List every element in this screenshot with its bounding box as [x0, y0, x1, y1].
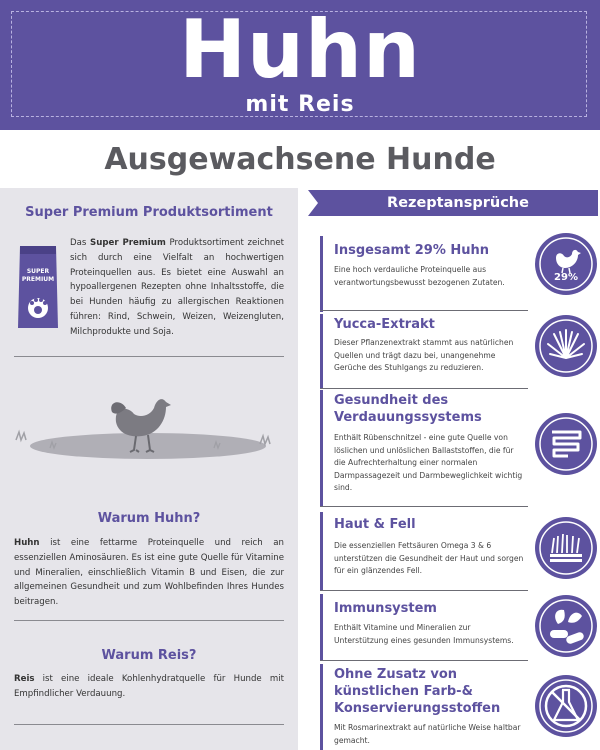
claim-chicken: [320, 232, 600, 314]
recipe-claims-banner: [318, 190, 598, 216]
claim-text: Mit Rosmarinextrakt auf natürliche Weise haltbar gemacht.: [334, 723, 521, 745]
bag-label: SUPER PREMIUM: [21, 268, 55, 283]
product-range-title: Super Premium Produktsortiment: [25, 205, 273, 220]
divider: [14, 620, 284, 621]
no-additives-flask-icon: [534, 674, 598, 738]
claim-title: Gesundheit des Verdauungssystems: [334, 393, 482, 425]
claim-title: Yucca-Extrakt: [334, 317, 435, 332]
product-bag-icon: [14, 242, 62, 332]
claim-digestion: [320, 388, 600, 508]
claim-text: Enthält Vitamine und Mineralien zur Unterstützung eines gesunden Immunsystems.: [334, 623, 514, 645]
intestine-icon: [534, 412, 598, 476]
capsules-leaves-icon: [534, 594, 598, 658]
claim-title: Immunsystem: [334, 601, 437, 616]
left-panel: [0, 188, 298, 750]
claim-text: Dieser Pflanzenextrakt stammt aus natürlichen Quellen und trägt dazu bei, unangenehme Gerüche des Stuhlgangs zu reduzieren.: [334, 338, 514, 373]
claim-title: Ohne Zusatz von künstlichen Farb-& Konservierungsstoffen: [334, 667, 501, 716]
claim-no-additives: [320, 662, 600, 750]
chicken-icon: [534, 232, 598, 296]
divider: [14, 356, 284, 357]
why-chicken-title: Warum Huhn?: [97, 511, 201, 526]
chicken-illustration: [8, 388, 292, 468]
page-title: Ausgewachsene Hunde: [104, 142, 496, 177]
claim-text: Eine hoch verdauliche Proteinquelle aus verantwortungsbewusst bezogenen Zutaten.: [334, 265, 505, 287]
why-chicken-text: Huhn ist eine fettarme Proteinquelle und reich an essenziellen Aminosäuren. Es ist eine gute Quelle für Vitamine und Mineralien, einschließlich Vitamin B und Eisen, die zur allgemeinen Gesundheit und zum Wohlbefinden Ihres Hundes beitragen.: [14, 538, 284, 608]
yucca-icon: [534, 314, 598, 378]
divider: [14, 724, 284, 725]
header-banner: [0, 0, 600, 130]
why-rice-text: Reis ist eine ideale Kohlenhydratquelle für Hunde mit Empfindlicher Verdauung.: [14, 674, 284, 699]
claim-title: Insgesamt 29% Huhn: [334, 243, 490, 258]
claim-yucca: [320, 312, 600, 390]
chicken-icon-percent: 29%: [554, 272, 578, 283]
why-rice-title: Warum Reis?: [101, 648, 197, 663]
recipe-claims-title: Rezeptansprüche: [387, 195, 529, 211]
claim-title: Haut & Fell: [334, 517, 416, 532]
claim-skin-fur: [320, 510, 600, 592]
product-title: Huhn: [179, 3, 421, 96]
product-subtitle: mit Reis: [245, 92, 355, 117]
skin-fur-icon: [534, 516, 598, 580]
product-range-text: Das Super Premium Produktsortiment zeichnet sich durch eine Vielfalt an hochwertigen Proteinquellen aus. Es bietet eine Auswahl an hypoallergenen Rezepten ohne Inhaltsstoffe, die bei Hunden häufig zu allergischen Reaktionen führen: Rind, Schwein, Weizen, Weizengluten, Milchprodukte und Soja.: [70, 238, 285, 337]
claim-immune: [320, 592, 600, 662]
claim-text: Enthält Rübenschnitzel - eine gute Quelle von löslichen und unlöslichen Ballaststoffen, die für die Aufrechterhaltung einer normalen Darmpassagezeit und Darmbeweglichkeit wichtig sind.: [334, 433, 523, 493]
claim-text: Die essenziellen Fettsäuren Omega 3 & 6 unterstützen die Gesundheit der Haut und sorgen für ein glänzendes Fell.: [334, 541, 524, 576]
